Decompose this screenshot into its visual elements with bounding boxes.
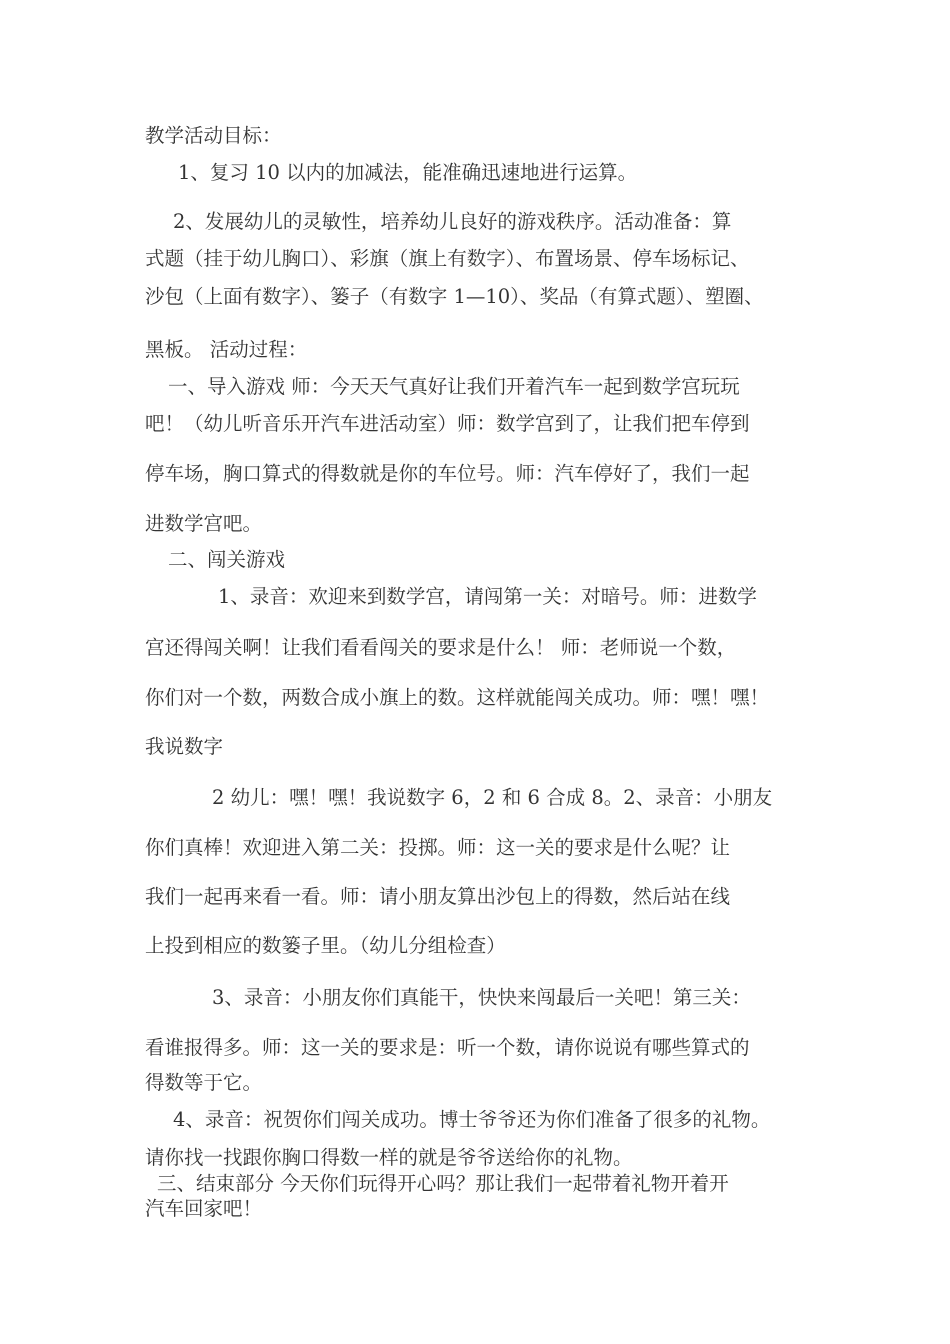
- paragraph-line: 式题（挂于幼儿胸口）、彩旗（旗上有数字）、布置场景、停车场标记、: [145, 247, 750, 270]
- paragraph-line: 1、录音：欢迎来到数学宫，请闯第一关：对暗号。师：进数学: [218, 585, 757, 608]
- goal-item: 2、发展幼儿的灵敏性，培养幼儿良好的游戏秩序。活动准备：算: [173, 210, 732, 233]
- paragraph-line: 汽车回家吧！: [145, 1197, 263, 1220]
- paragraph-line: 停车场，胸口算式的得数就是你的车位号。师：汽车停好了，我们一起: [145, 462, 750, 485]
- paragraph-line: 我们一起再来看一看。师：请小朋友算出沙包上的得数，然后站在线: [145, 885, 731, 908]
- paragraph-line: 沙包（上面有数字）、篓子（有数字 1—10）、奖品（有算式题）、塑圈、: [145, 285, 764, 308]
- section-heading: 三、结束部分 今天你们玩得开心吗？那让我们一起带着礼物开着开: [157, 1172, 729, 1195]
- paragraph-line: 我说数字: [145, 735, 224, 758]
- paragraph-line: 宫还得闯关啊！让我们看看闯关的要求是什么！ 师：老师说一个数，: [145, 636, 737, 659]
- paragraph-line: 4、录音：祝贺你们闯关成功。博士爷爷还为你们准备了很多的礼物。: [173, 1108, 771, 1131]
- paragraph-line: 你们对一个数，两数合成小旗上的数。这样就能闯关成功。师：嘿！嘿！: [145, 686, 770, 709]
- paragraph-line: 得数等于它。: [145, 1071, 263, 1094]
- paragraph-line: 3、录音：小朋友你们真能干，快快来闯最后一关吧！第三关：: [212, 986, 751, 1009]
- section-heading: 教学活动目标：: [145, 124, 282, 147]
- paragraph-line: 你们真棒！欢迎进入第二关：投掷。师：这一关的要求是什么呢？让: [145, 836, 731, 859]
- paragraph-line: 进数学宫吧。: [145, 512, 263, 535]
- paragraph-line: 吧！（幼儿听音乐开汽车进活动室）师：数学宫到了，让我们把车停到: [145, 412, 750, 435]
- paragraph-line: 看谁报得多。师：这一关的要求是：听一个数，请你说说有哪些算式的: [145, 1036, 750, 1059]
- paragraph-line: 请你找一找跟你胸口得数一样的就是爷爷送给你的礼物。: [145, 1146, 633, 1169]
- section-heading: 一、导入游戏 师：今天天气真好让我们开着汽车一起到数学宫玩玩: [168, 375, 740, 398]
- goal-item: 1、复习 10 以内的加减法，能准确迅速地进行运算。: [178, 161, 638, 184]
- section-heading: 二、闯关游戏: [168, 548, 286, 571]
- paragraph-line: 2 幼儿：嘿！嘿！我说数字 6，2 和 6 合成 8。2、录音：小朋友: [212, 786, 773, 809]
- paragraph-line: 上投到相应的数篓子里。（幼儿分组检查）: [145, 934, 506, 957]
- paragraph-line: 黑板。 活动过程：: [145, 338, 308, 361]
